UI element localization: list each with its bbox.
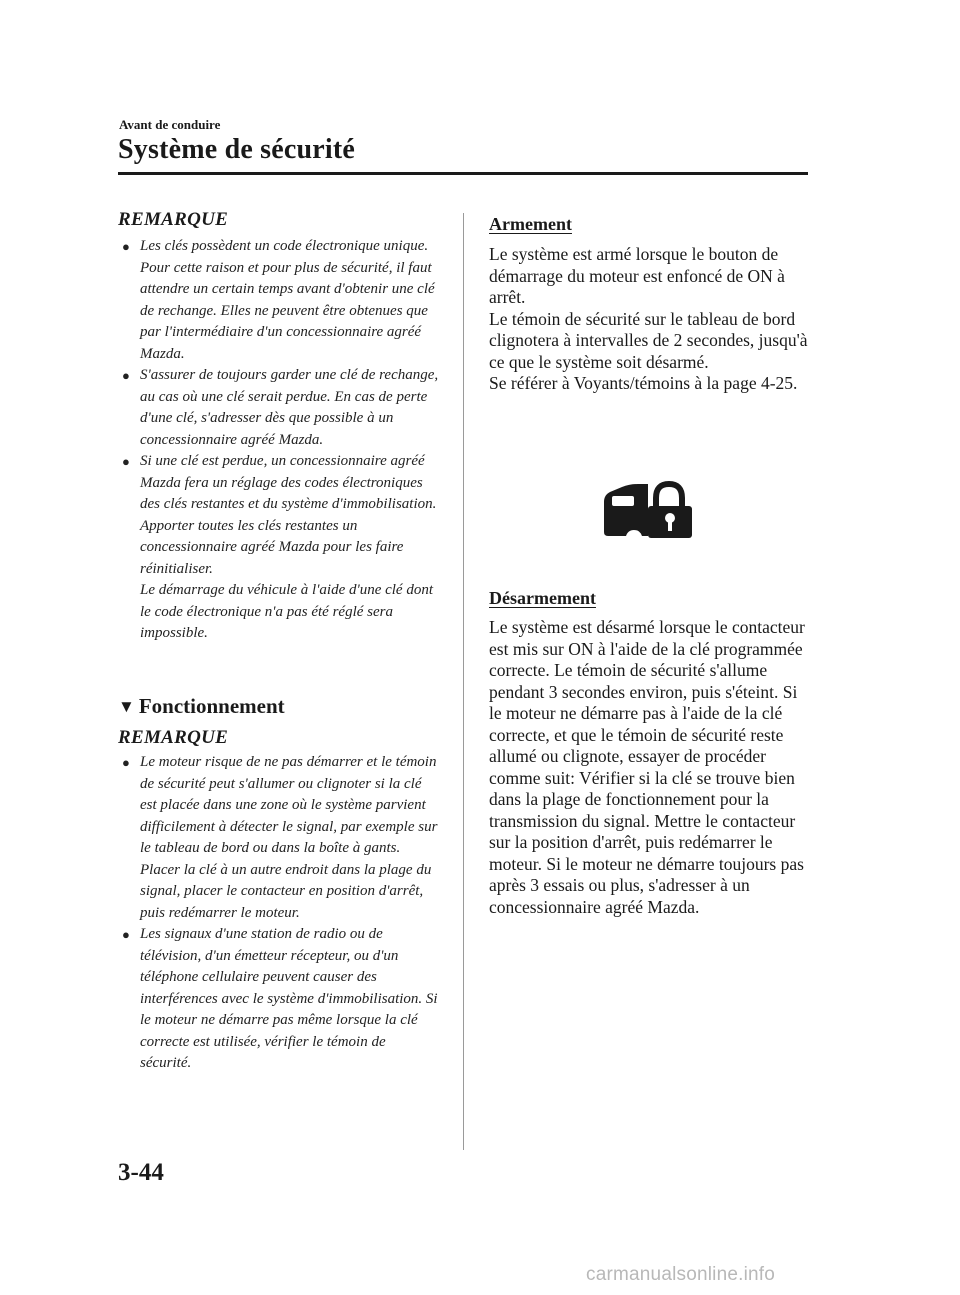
remarque-list-1 [118,236,440,645]
bullet-icon: ● [122,927,130,942]
armement-body [489,244,811,395]
remarque-heading-2: REMARQUE [118,727,229,748]
list-item [118,924,440,1075]
armement-paragraph: Le système est armé lorsque le bouton de démarrage du moteur est enfoncé de ON à arrêt. [489,244,785,307]
armement-heading: Armement [489,214,572,234]
bullet-icon: ● [122,239,130,254]
note-text: S'assurer de toujours garder une clé de rechange, au cas où une clé serait perdue. En cas de perte d'une clé, s'adresser dès que possible à un concessionnaire agréé Mazda. [140,367,439,448]
bullet-icon: ● [122,454,130,469]
section-title: Fonctionnement [138,694,285,718]
section-marker-icon: ▼ [118,697,135,716]
section-heading-fonctionnement [118,694,285,719]
bullet-icon: ● [122,368,130,383]
desarmement-body [489,617,811,918]
column-divider [463,213,464,1150]
security-indicator-icon [602,478,694,540]
note-text: Si une clé est perdue, un concessionnaire agréé Mazda fera un réglage des codes électroniques des clés restantes et du système d'immobilisation. Apporter toutes les clés restantes un concessionnaire agréé Mazda pour les faire réinitialiser. [140,453,437,577]
page-number: 3-44 [118,1159,164,1186]
list-item [118,236,440,365]
title-rule [118,172,808,175]
armement-paragraph: Se référer à Voyants/témoins à la page 4-25. [489,373,798,393]
note-text: Le moteur risque de ne pas démarrer et le témoin de sécurité peut s'allumer ou clignoter si la clé est placée dans une zone où le système parvient difficilement à détecter le signal, par exemple sur le tableau de bord ou dans la boîte à gants. Placer la clé à un autre endroit dans la plage du signal, placer le contacteur en position d'arrêt, puis redémarrer le moteur. [140,754,438,921]
remarque-heading-1: REMARQUE [118,209,229,230]
note-text: Les signaux d'une station de radio ou de télévision, d'un émetteur récepteur, ou d'un téléphone cellulaire peuvent causer des interférences avec le système d'immobilisation. Si le moteur ne démarre pas même lorsque la clé correcte est utilisée, vérifier le témoin de sécurité. [140,926,438,1071]
page-title: Système de sécurité [118,134,356,165]
running-head: Avant de conduire [119,117,221,132]
note-text: Les clés possèdent un code électronique unique. Pour cette raison et pour plus de sécurité, il faut attendre un certain temps avant d'obtenir une clé de rechange. Elles ne peuvent être obtenues que par l'intermédiaire d'un concessionnaire agréé Mazda. [140,238,435,362]
armement-paragraph: Le témoin de sécurité sur le tableau de bord clignotera à intervalles de 2 secondes, jusqu'à ce que le système soit désarmé. [489,308,808,372]
remarque-list-2 [118,752,440,1075]
list-item [118,752,440,924]
note-continuation: Le démarrage du véhicule à l'aide d'une clé dont le code électronique n'a pas été réglé sera impossible. [140,582,434,641]
desarmement-heading: Désarmement [489,588,596,608]
bullet-icon: ● [122,755,130,770]
list-item [118,451,440,645]
watermark: carmanualsonline.info [586,1264,776,1285]
desarmement-paragraph: Le système est désarmé lorsque le contacteur est mis sur ON à l'aide de la clé programmée correcte. Le témoin de sécurité s'allume pendant 3 secondes environ, puis s'éteint. Si le moteur ne démarre pas à l'aide de la clé correcte, et que le témoin de sécurité reste allumé ou clignote, essayer de procéder comme suit: Vérifier si la clé se trouve bien dans la plage de fonctionnement pour la transmission du signal. Mettre le contacteur sur la position d'arrêt, puis redémarrer le moteur. Si le moteur ne démarre toujours pas après 3 essais ou plus, s'adresser à un concessionnaire agréé Mazda. [489,617,805,917]
list-item [118,365,440,451]
